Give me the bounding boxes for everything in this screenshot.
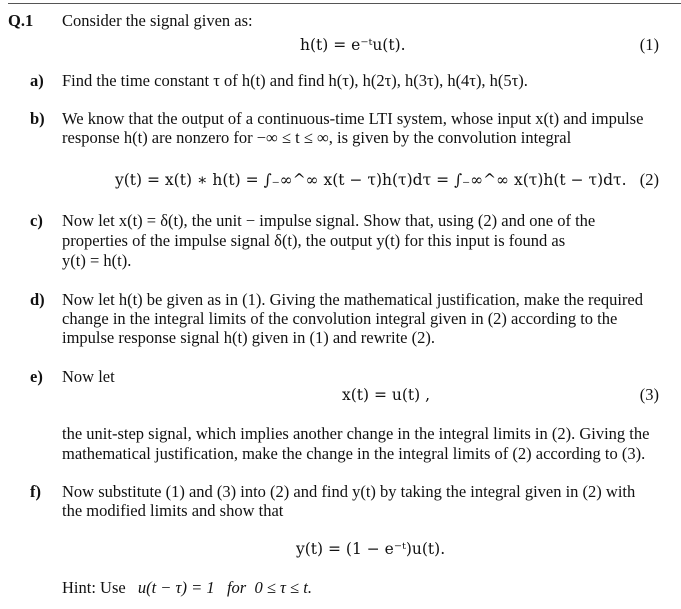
part-a-label: a) (30, 71, 44, 90)
part-e-line-2: the unit-step signal, which implies another change in the integral limits in (2). Giving the (62, 424, 650, 443)
part-f-line-2: the modified limits and show that (62, 501, 284, 520)
equation-3: x(t) = u(t) , (342, 386, 431, 404)
part-d-line-3: impulse response signal h(t) given in (1) and rewrite (2). (62, 328, 435, 347)
equation-2: y(t) = x(t) ∗ h(t) = ∫₋∞^∞ x(t − τ)h(τ)dτ = ∫₋∞^∞ x(τ)h(t − τ)dτ. (115, 171, 627, 189)
part-c-label: c) (30, 211, 43, 230)
part-d-line-1: Now let h(t) be given as in (1). Giving the mathematical justification, make the required (62, 290, 643, 309)
hint-prefix: Hint: Use (62, 578, 126, 597)
question-label: Q.1 (8, 11, 34, 30)
part-c-line-1: Now let x(t) = δ(t), the unit − impulse signal. Show that, using (2) and one of the (62, 211, 596, 230)
part-c-line-3: y(t) = h(t). (62, 251, 132, 270)
part-b-line-1: We know that the output of a continuous-time LTI system, whose input x(t) and impulse (62, 109, 644, 128)
part-f-label: f) (30, 482, 41, 501)
part-e-line-1: Now let (62, 367, 115, 386)
equation-2-number: (2) (639, 170, 659, 189)
question-intro: Consider the signal given as: (62, 11, 253, 30)
part-b-label: b) (30, 109, 45, 128)
equation-3-number: (3) (639, 385, 659, 404)
hint-math: u(t − τ) = 1 for 0 ≤ τ ≤ t. (137, 578, 312, 597)
part-e-label: e) (30, 367, 43, 386)
part-c-line-2: properties of the impulse signal δ(t), the output y(t) for this input is found as (62, 231, 566, 250)
part-b-line-2: response h(t) are nonzero for −∞ ≤ t ≤ ∞, is given by the convolution integral (62, 128, 572, 147)
equation-result: y(t) = (1 − e⁻ᵗ)u(t). (296, 540, 446, 558)
top-rule (8, 3, 681, 4)
hint (62, 578, 312, 598)
part-f-line-1: Now substitute (1) and (3) into (2) and find y(t) by taking the integral given in (2) with (62, 482, 636, 501)
part-d-line-2: change in the integral limits of the convolution integral given in (2) according to the (62, 309, 618, 328)
part-e-line-3: mathematical justification, make the change in the integral limits of (2) according to (3). (62, 444, 646, 463)
part-d-label: d) (30, 290, 45, 309)
part-a-text: Find the time constant τ of h(t) and find h(τ), h(2τ), h(3τ), h(4τ), h(5τ). (62, 71, 528, 90)
equation-1: h(t) = e⁻ᵗu(t). (300, 36, 406, 54)
equation-1-number: (1) (639, 35, 659, 54)
